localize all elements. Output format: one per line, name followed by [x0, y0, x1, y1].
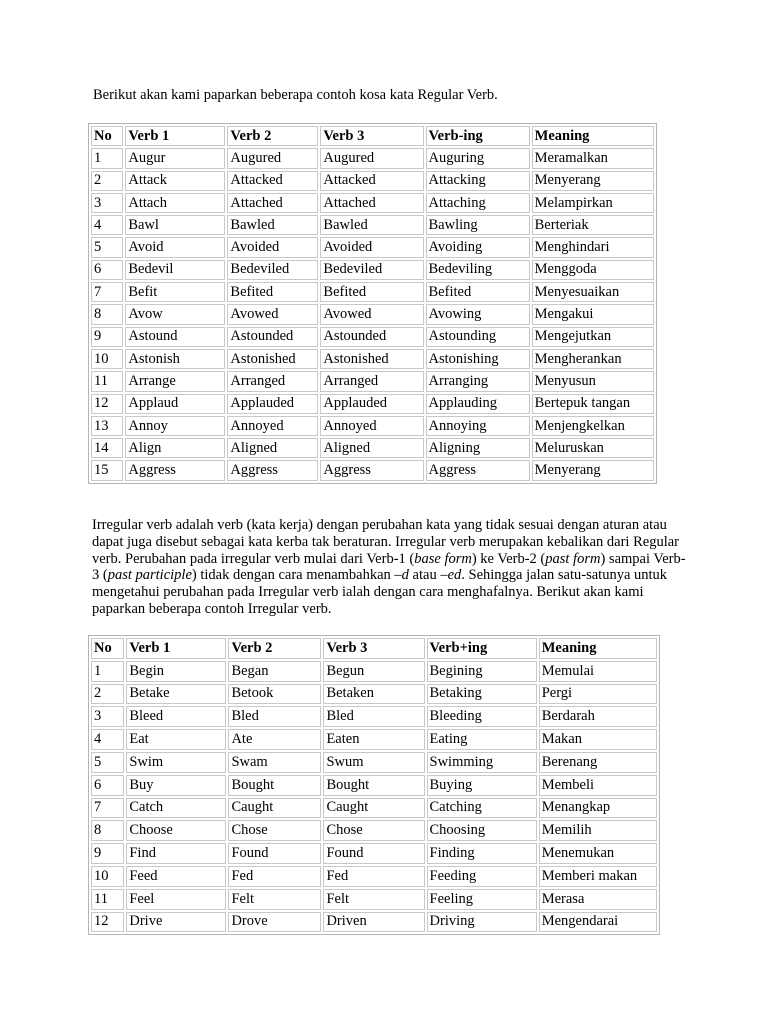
table-row: [91, 260, 654, 280]
table-cell: 13: [91, 416, 123, 436]
table-cell: Menyerang: [532, 171, 654, 191]
table-cell: Annoy: [125, 416, 225, 436]
table-row: [91, 349, 654, 369]
table-cell: Bawling: [426, 215, 530, 235]
table-row: [91, 438, 654, 458]
irregular-verb-paragraph: [92, 517, 692, 618]
table-cell: Chose: [323, 820, 424, 841]
table-cell: Attacked: [227, 171, 318, 191]
table-row: [91, 148, 654, 168]
table-cell: 11: [91, 371, 123, 391]
table-cell: Fed: [323, 866, 424, 887]
table-cell: Berdarah: [539, 706, 657, 727]
column-header: Meaning: [539, 638, 657, 659]
table-cell: Chose: [228, 820, 321, 841]
table-cell: Betaken: [323, 684, 424, 705]
table-cell: Betook: [228, 684, 321, 705]
paragraph-emphasis: –d: [394, 567, 409, 584]
table-cell: Eating: [427, 729, 537, 750]
table-row: [91, 912, 657, 933]
table-cell: Makan: [539, 729, 657, 750]
table-cell: 7: [91, 282, 123, 302]
table-cell: Bedeviled: [320, 260, 423, 280]
table-cell: Attached: [320, 193, 423, 213]
table-cell: Astonished: [320, 349, 423, 369]
table-cell: 6: [91, 260, 123, 280]
table-cell: 5: [91, 752, 124, 773]
table-cell: 9: [91, 843, 124, 864]
column-header: Verb 2: [227, 126, 318, 146]
table-cell: Feed: [126, 866, 226, 887]
paragraph-text: ) ke Verb-2 (: [471, 550, 546, 567]
table-cell: 7: [91, 798, 124, 819]
table-cell: Avoid: [125, 237, 225, 257]
column-header: Verb-ing: [426, 126, 530, 146]
table-cell: Began: [228, 661, 321, 682]
table-cell: Swum: [323, 752, 424, 773]
table-cell: Applauded: [227, 394, 318, 414]
table-cell: Mengakui: [532, 304, 654, 324]
table-cell: Avowed: [227, 304, 318, 324]
table-cell: Bought: [228, 775, 321, 796]
table-cell: Aggress: [426, 460, 530, 480]
table-cell: Applauded: [320, 394, 423, 414]
table-row: [91, 416, 654, 436]
table-cell: Ate: [228, 729, 321, 750]
paragraph-text: ) tidak dengan cara menambahkan: [191, 567, 395, 584]
table-row: [91, 729, 657, 750]
table-cell: Catching: [427, 798, 537, 819]
table-row: [91, 661, 657, 682]
table-cell: Memilih: [539, 820, 657, 841]
table-cell: Bedevil: [125, 260, 225, 280]
table-cell: Annoying: [426, 416, 530, 436]
column-header: Verb 1: [125, 126, 225, 146]
table-cell: Annoyed: [320, 416, 423, 436]
table-cell: Astonished: [227, 349, 318, 369]
table-cell: Arrange: [125, 371, 225, 391]
table-cell: Drive: [126, 912, 226, 933]
table-row: [91, 327, 654, 347]
paragraph-text: Irregular verb adalah verb (kata kerja) dengan perubahan kata yang tidak sesuai dengan aturan atau dapat juga disebut sebagai kata kerba tak beraturan. Irregular verb merupakan kebalikan dari Regular verb. Perubahan pada irregular verb mulai dari Verb-1 (: [92, 517, 679, 567]
table-cell: Menyusun: [532, 371, 654, 391]
table-cell: Bawl: [125, 215, 225, 235]
table-cell: Aligned: [227, 438, 318, 458]
table-row: [91, 706, 657, 727]
table-cell: Astounded: [227, 327, 318, 347]
paragraph-text: ) sampai Verb-3 (: [92, 550, 686, 584]
table-row: [91, 889, 657, 910]
table-cell: Avowed: [320, 304, 423, 324]
table-cell: Bleeding: [427, 706, 537, 727]
table-cell: Buying: [427, 775, 537, 796]
table-cell: Attach: [125, 193, 225, 213]
table-cell: Befited: [227, 282, 318, 302]
table-cell: Feel: [126, 889, 226, 910]
paragraph-emphasis: past participle: [107, 567, 192, 584]
table-cell: Swim: [126, 752, 226, 773]
table-cell: Arranging: [426, 371, 530, 391]
table-cell: Melampirkan: [532, 193, 654, 213]
table-cell: Membeli: [539, 775, 657, 796]
table-cell: 6: [91, 775, 124, 796]
table-cell: Pergi: [539, 684, 657, 705]
table-cell: Arranged: [320, 371, 423, 391]
table-cell: Align: [125, 438, 225, 458]
column-header: No: [91, 126, 123, 146]
paragraph-text: . Sehingga jalan satu-satunya untuk mengetahui perubahan pada Irregular verb ialah dengan cara menghafalnya. Berikut akan kami paparkan beberapa contoh Irregular verb.: [92, 567, 668, 617]
table-cell: Berenang: [539, 752, 657, 773]
table-cell: Meluruskan: [532, 438, 654, 458]
table-cell: Avoiding: [426, 237, 530, 257]
table-cell: Befited: [320, 282, 423, 302]
table-cell: Caught: [323, 798, 424, 819]
table-cell: Finding: [427, 843, 537, 864]
table-cell: Swimming: [427, 752, 537, 773]
table-cell: Augured: [227, 148, 318, 168]
table-cell: Catch: [126, 798, 226, 819]
table-cell: Betaking: [427, 684, 537, 705]
table-cell: Memulai: [539, 661, 657, 682]
table-cell: 1: [91, 148, 123, 168]
table-cell: 12: [91, 912, 124, 933]
table-cell: Aggress: [125, 460, 225, 480]
table-cell: Attack: [125, 171, 225, 191]
table-cell: Befit: [125, 282, 225, 302]
table-cell: Aggress: [320, 460, 423, 480]
table-row: [91, 775, 657, 796]
paragraph-emphasis: –ed: [440, 567, 462, 584]
table-cell: Avoided: [227, 237, 318, 257]
table-cell: Fed: [228, 866, 321, 887]
table-cell: Attaching: [426, 193, 530, 213]
irregular-verb-table: [88, 635, 660, 935]
table-cell: Caught: [228, 798, 321, 819]
table-cell: Driving: [427, 912, 537, 933]
table-cell: Swam: [228, 752, 321, 773]
table-cell: Menjengkelkan: [532, 416, 654, 436]
table-cell: Augured: [320, 148, 423, 168]
table-cell: 11: [91, 889, 124, 910]
table-cell: Menyerang: [532, 460, 654, 480]
table-cell: Bleed: [126, 706, 226, 727]
table-cell: Find: [126, 843, 226, 864]
table-cell: Memberi makan: [539, 866, 657, 887]
table-cell: Astounded: [320, 327, 423, 347]
table-cell: Menghindari: [532, 237, 654, 257]
table-cell: Annoyed: [227, 416, 318, 436]
table-cell: 8: [91, 820, 124, 841]
table-cell: Astonishing: [426, 349, 530, 369]
table-cell: Eaten: [323, 729, 424, 750]
table-cell: Astounding: [426, 327, 530, 347]
table-cell: Astound: [125, 327, 225, 347]
table-cell: 14: [91, 438, 123, 458]
table-cell: Bertepuk tangan: [532, 394, 654, 414]
table-cell: Bawled: [320, 215, 423, 235]
table-cell: Found: [228, 843, 321, 864]
table-cell: Attached: [227, 193, 318, 213]
table-cell: Merasa: [539, 889, 657, 910]
table-cell: Begin: [126, 661, 226, 682]
table-cell: Feeding: [427, 866, 537, 887]
paragraph-emphasis: base form: [414, 550, 472, 567]
table-cell: Befited: [426, 282, 530, 302]
table-cell: Mengendarai: [539, 912, 657, 933]
column-header: Meaning: [532, 126, 654, 146]
table-row: [91, 215, 654, 235]
table-row: [91, 394, 654, 414]
table-cell: Avoided: [320, 237, 423, 257]
table-cell: 3: [91, 706, 124, 727]
table-cell: Bled: [323, 706, 424, 727]
table-row: [91, 371, 654, 391]
table-row: [91, 843, 657, 864]
table-cell: Bled: [228, 706, 321, 727]
table-cell: Menemukan: [539, 843, 657, 864]
table-cell: Felt: [323, 889, 424, 910]
table-cell: 2: [91, 171, 123, 191]
table-cell: Bawled: [227, 215, 318, 235]
column-header: Verb 1: [126, 638, 226, 659]
table-cell: Aligned: [320, 438, 423, 458]
table-row: [91, 752, 657, 773]
table-cell: 1: [91, 661, 124, 682]
table-header-row: [91, 638, 657, 659]
table-cell: Avow: [125, 304, 225, 324]
table-cell: Bedeviled: [227, 260, 318, 280]
regular-verb-table: [88, 123, 657, 484]
table-row: [91, 866, 657, 887]
table-cell: 4: [91, 729, 124, 750]
table-row: [91, 798, 657, 819]
table-cell: Avowing: [426, 304, 530, 324]
table-row: [91, 237, 654, 257]
table-cell: Drove: [228, 912, 321, 933]
table-cell: Felt: [228, 889, 321, 910]
table-cell: Driven: [323, 912, 424, 933]
table-cell: 3: [91, 193, 123, 213]
table-cell: Begining: [427, 661, 537, 682]
table-cell: Applauding: [426, 394, 530, 414]
table-header-row: [91, 126, 654, 146]
table-cell: Mengherankan: [532, 349, 654, 369]
table-cell: Aligning: [426, 438, 530, 458]
table-cell: Applaud: [125, 394, 225, 414]
table-cell: Choose: [126, 820, 226, 841]
table-cell: Menyesuaikan: [532, 282, 654, 302]
table-cell: Arranged: [227, 371, 318, 391]
table-row: [91, 304, 654, 324]
table-cell: Berteriak: [532, 215, 654, 235]
table-cell: Augur: [125, 148, 225, 168]
table-cell: Feeling: [427, 889, 537, 910]
table-cell: Attacking: [426, 171, 530, 191]
table-cell: Betake: [126, 684, 226, 705]
paragraph-emphasis: past form: [545, 550, 601, 567]
table-cell: 12: [91, 394, 123, 414]
column-header: Verb 3: [323, 638, 424, 659]
table-cell: Bedeviling: [426, 260, 530, 280]
table-row: [91, 282, 654, 302]
column-header: No: [91, 638, 124, 659]
table-row: [91, 171, 654, 191]
table-cell: Mengejutkan: [532, 327, 654, 347]
table-cell: Menggoda: [532, 260, 654, 280]
column-header: Verb 2: [228, 638, 321, 659]
table-cell: 5: [91, 237, 123, 257]
table-row: [91, 820, 657, 841]
table-cell: 10: [91, 349, 123, 369]
table-cell: 10: [91, 866, 124, 887]
table-cell: Astonish: [125, 349, 225, 369]
table-cell: 15: [91, 460, 123, 480]
intro-text: Berikut akan kami paparkan beberapa contoh kosa kata Regular Verb.: [93, 87, 498, 103]
column-header: Verb 3: [320, 126, 423, 146]
table-cell: Auguring: [426, 148, 530, 168]
paragraph-text: atau: [408, 567, 441, 584]
table-row: [91, 193, 654, 213]
table-cell: Meramalkan: [532, 148, 654, 168]
table-row: [91, 460, 654, 480]
table-cell: 8: [91, 304, 123, 324]
table-cell: Menangkap: [539, 798, 657, 819]
table-row: [91, 684, 657, 705]
table-cell: 2: [91, 684, 124, 705]
table-cell: Attacked: [320, 171, 423, 191]
table-cell: Begun: [323, 661, 424, 682]
table-cell: Eat: [126, 729, 226, 750]
table-cell: 4: [91, 215, 123, 235]
table-cell: 9: [91, 327, 123, 347]
table-cell: Bought: [323, 775, 424, 796]
table-cell: Aggress: [227, 460, 318, 480]
table-cell: Buy: [126, 775, 226, 796]
table-cell: Found: [323, 843, 424, 864]
table-cell: Choosing: [427, 820, 537, 841]
column-header: Verb+ing: [427, 638, 537, 659]
